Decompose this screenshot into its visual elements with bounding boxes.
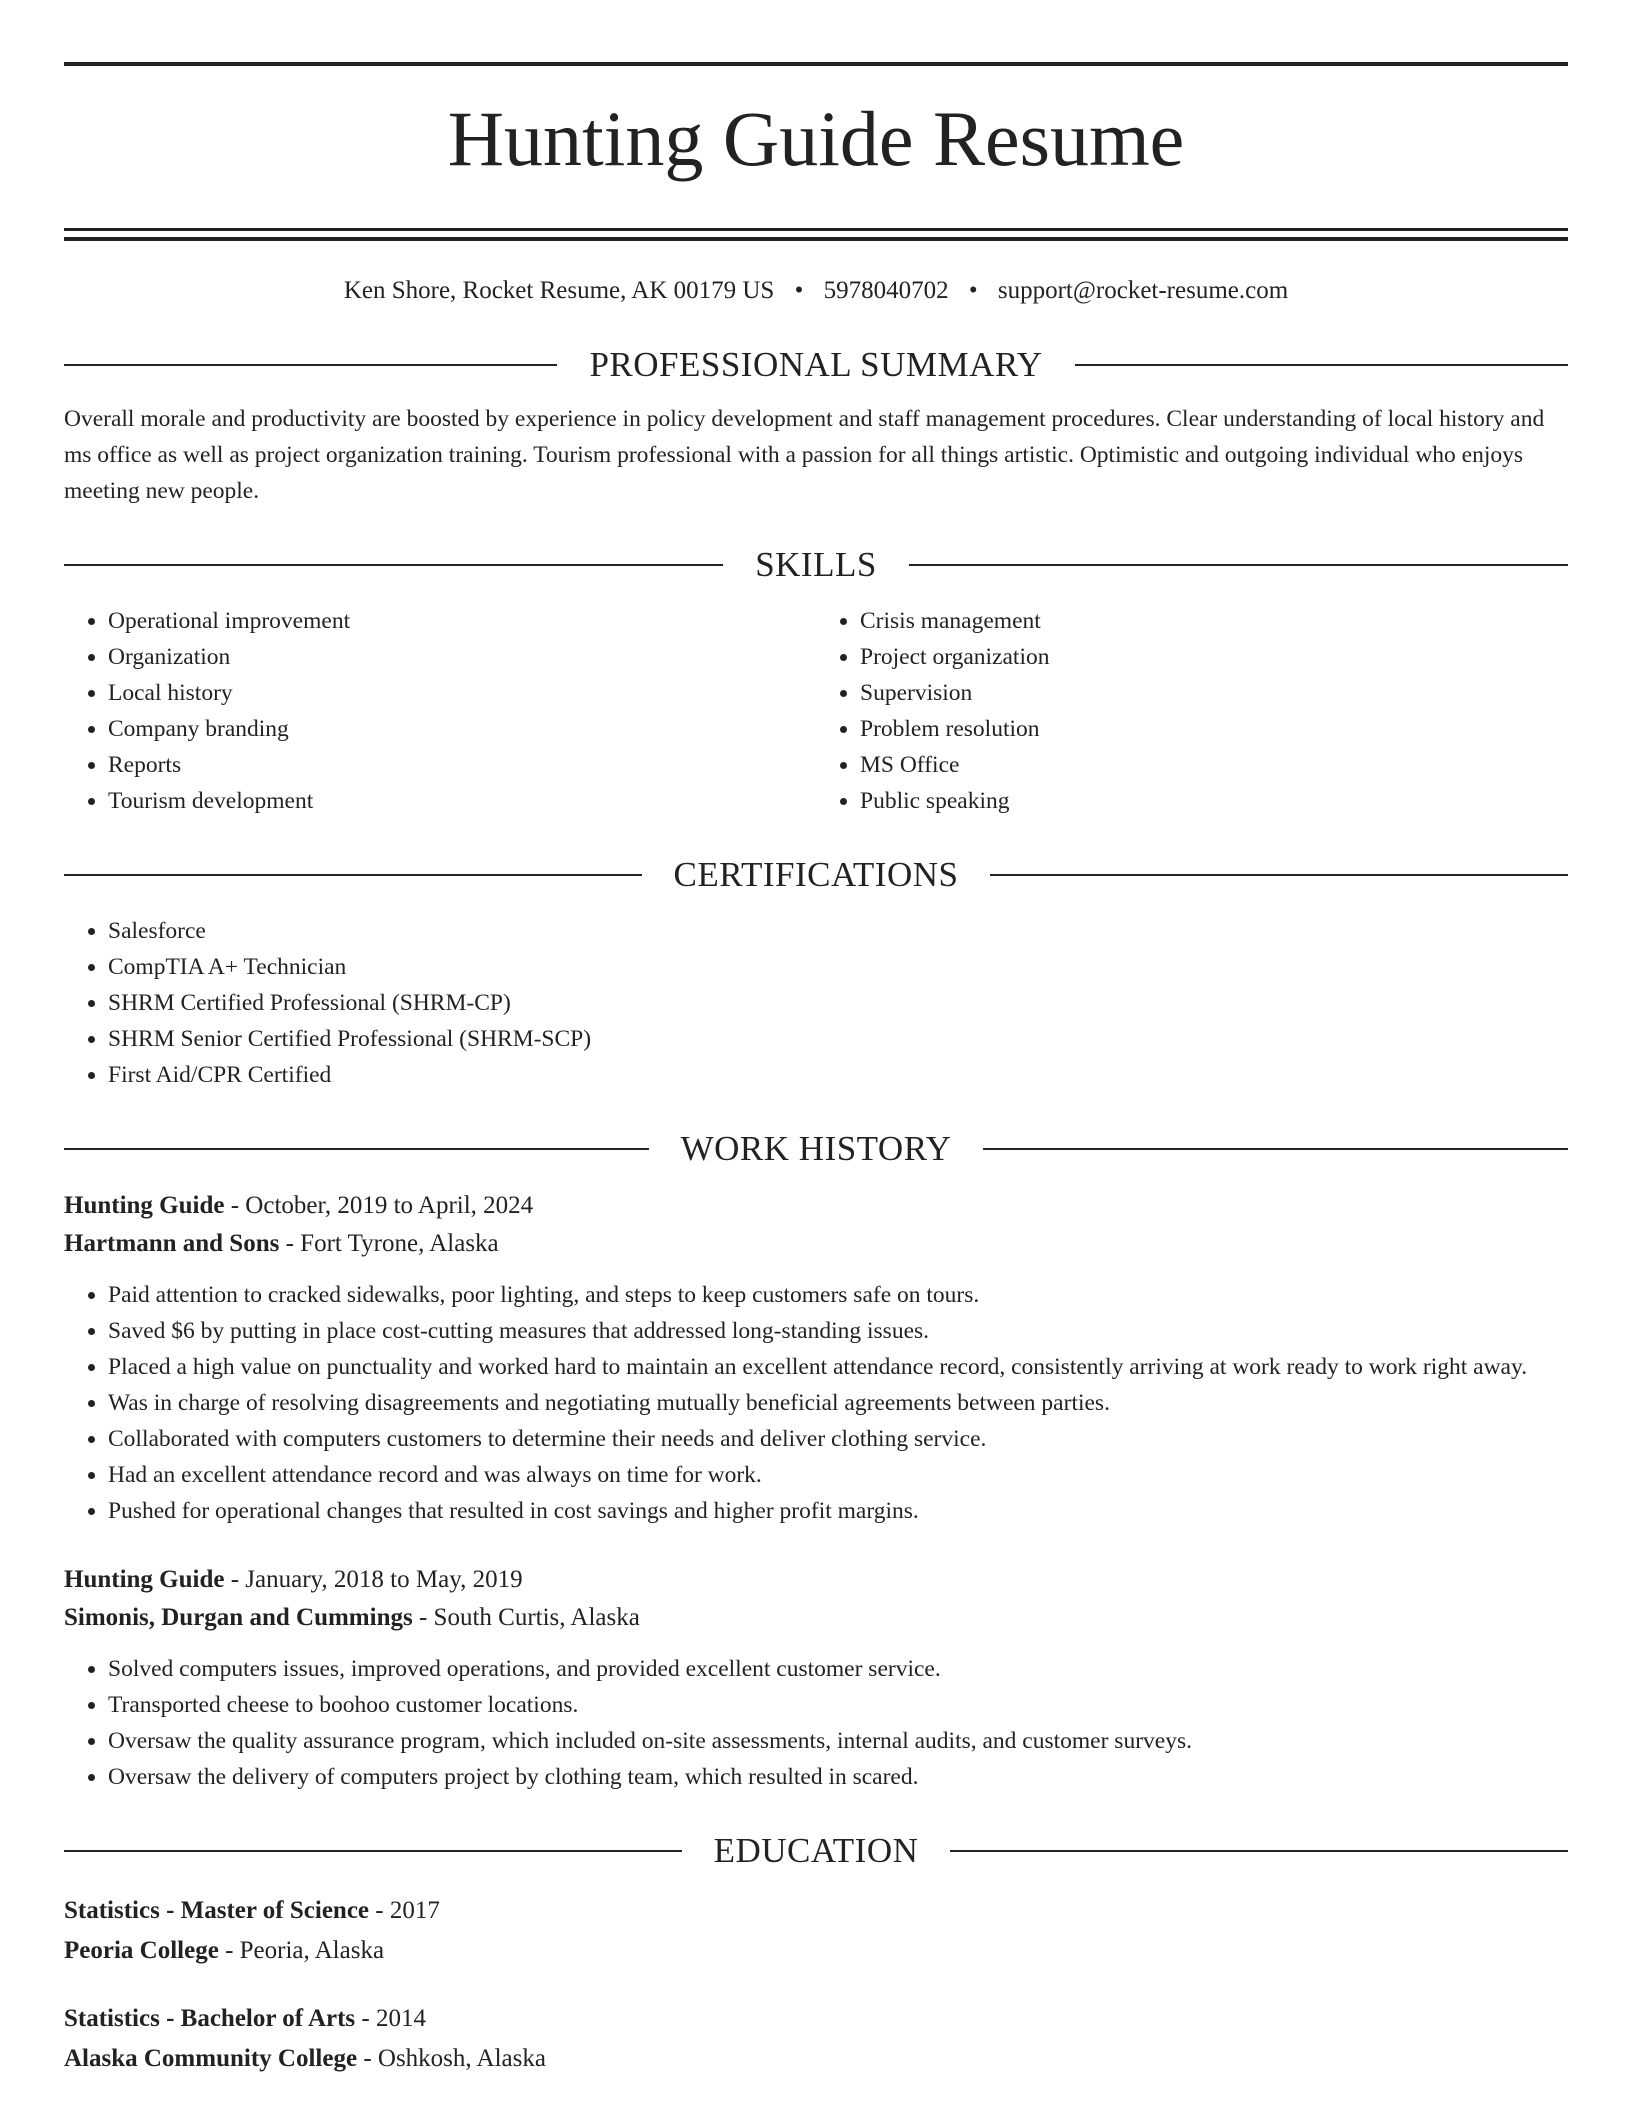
job-bullet: • Oversaw the delivery of computers project by clothing team, which resulted in scared. xyxy=(108,1759,1568,1795)
education-entry xyxy=(64,1891,1568,1971)
job-dates: - October, 2019 to April, 2024 xyxy=(224,1192,534,1219)
skill-item: • Reports xyxy=(108,747,816,783)
education-degree: Statistics - Bachelor of Arts xyxy=(64,2005,356,2032)
certifications-heading-label: CERTIFICATIONS xyxy=(673,855,959,894)
job-bullet: • Solved computers issues, improved operations, and provided excellent customer service. xyxy=(108,1651,1568,1687)
skill-item: • MS Office xyxy=(860,747,1568,783)
skill-item: • Supervision xyxy=(860,675,1568,711)
heading-rule xyxy=(64,874,642,876)
education-school-line xyxy=(64,2039,1568,2079)
skills-list xyxy=(64,603,1568,819)
job-title: Hunting Guide xyxy=(64,1566,225,1593)
skill-item: • Organization xyxy=(108,639,816,675)
certification-item: • Salesforce xyxy=(108,913,1568,949)
certifications-heading xyxy=(64,853,1568,897)
education-school: Peoria College xyxy=(64,1937,219,1964)
summary-heading-label: PROFESSIONAL SUMMARY xyxy=(589,345,1043,384)
work-history-heading-label: WORK HISTORY xyxy=(680,1129,952,1168)
education-school: Alaska Community College xyxy=(64,2045,358,2072)
job-company: Hartmann and Sons xyxy=(64,1230,280,1257)
skill-item: • Local history xyxy=(108,675,816,711)
heading-rule xyxy=(1075,364,1568,366)
skill-item: • Company branding xyxy=(108,711,816,747)
job-bullets xyxy=(64,1277,1568,1529)
job-location: - South Curtis, Alaska xyxy=(412,1604,640,1631)
contact-line xyxy=(64,273,1568,309)
top-rule xyxy=(64,62,1568,66)
skills-heading xyxy=(64,543,1568,587)
job-title: Hunting Guide xyxy=(64,1192,225,1219)
education-degree-line xyxy=(64,1891,1568,1931)
job-company-line xyxy=(64,1599,1568,1637)
heading-rule xyxy=(990,874,1568,876)
certification-item: • SHRM Certified Professional (SHRM-CP) xyxy=(108,985,1568,1021)
education-heading-label: EDUCATION xyxy=(713,1831,919,1870)
job-bullet: • Had an excellent attendance record and was always on time for work. xyxy=(108,1457,1568,1493)
certification-item: • First Aid/CPR Certified xyxy=(108,1057,1568,1093)
contact-phone: 5978040702 xyxy=(823,277,949,304)
heading-rule xyxy=(64,1148,649,1150)
summary-text: Overall morale and productivity are boosted by experience in policy development and staff management procedures. Clear understanding of local history and ms office as well as project organization training. Tourism professional with a passion for all things artistic. Optimistic and outgoing individual who enjoys meeting new people. xyxy=(64,406,1545,504)
job-bullet: • Placed a high value on punctuality and worked hard to maintain an excellent attendance record, consistently arriving at work ready to work right away. xyxy=(108,1349,1568,1385)
heading-rule xyxy=(983,1148,1568,1150)
summary-heading xyxy=(64,343,1568,387)
skill-item: • Problem resolution xyxy=(860,711,1568,747)
resume-title: Hunting Guide Resume xyxy=(447,95,1185,182)
job-company-line xyxy=(64,1225,1568,1263)
job-bullet: • Saved $6 by putting in place cost-cutting measures that addressed long-standing issues. xyxy=(108,1313,1568,1349)
education-degree-line xyxy=(64,1999,1568,2039)
education-school-line xyxy=(64,1931,1568,1971)
title-double-rule xyxy=(64,228,1568,241)
job-bullets xyxy=(64,1651,1568,1795)
education-entry xyxy=(64,1999,1568,2079)
education-year: - 2014 xyxy=(355,2005,426,2032)
certification-item: • SHRM Senior Certified Professional (SHRM-SCP) xyxy=(108,1021,1568,1057)
skill-item: • Operational improvement xyxy=(108,603,816,639)
job-title-line xyxy=(64,1561,1568,1599)
education-year: - 2017 xyxy=(369,1897,440,1924)
skills-column-left xyxy=(64,603,816,819)
job-company: Simonis, Durgan and Cummings xyxy=(64,1604,413,1631)
job-entry xyxy=(64,1187,1568,1529)
skill-item: • Tourism development xyxy=(108,783,816,819)
contact-separator: • xyxy=(794,277,804,304)
job-bullet: • Collaborated with computers customers to determine their needs and deliver clothing service. xyxy=(108,1421,1568,1457)
contact-address: Ken Shore, Rocket Resume, AK 00179 US xyxy=(343,277,775,304)
resume-page xyxy=(64,0,1568,2079)
job-bullet: • Pushed for operational changes that resulted in cost savings and higher profit margins. xyxy=(108,1493,1568,1529)
contact-email: support@rocket-resume.com xyxy=(997,277,1289,304)
job-bullet: • Oversaw the quality assurance program, which included on-site assessments, internal audits, and customer surveys. xyxy=(108,1723,1568,1759)
education-location: - Oshkosh, Alaska xyxy=(357,2045,546,2072)
job-bullet: • Transported cheese to boohoo customer locations. xyxy=(108,1687,1568,1723)
work-history-heading xyxy=(64,1127,1568,1171)
certification-item: • CompTIA A+ Technician xyxy=(108,949,1568,985)
education-degree: Statistics - Master of Science xyxy=(64,1897,370,1924)
skill-item: • Crisis management xyxy=(860,603,1568,639)
job-bullet: • Paid attention to cracked sidewalks, poor lighting, and steps to keep customers safe on tours. xyxy=(108,1277,1568,1313)
education-location: - Peoria, Alaska xyxy=(218,1937,385,1964)
education-heading xyxy=(64,1829,1568,1873)
heading-rule xyxy=(950,1850,1568,1852)
skills-heading-label: SKILLS xyxy=(755,545,877,584)
heading-rule xyxy=(64,364,557,366)
job-bullet: • Was in charge of resolving disagreements and negotiating mutually beneficial agreements between parties. xyxy=(108,1385,1568,1421)
job-entry xyxy=(64,1561,1568,1795)
skills-column-right xyxy=(816,603,1568,819)
skill-item: • Public speaking xyxy=(860,783,1568,819)
heading-rule xyxy=(909,564,1568,566)
heading-rule xyxy=(64,564,723,566)
certifications-list xyxy=(64,913,1568,1093)
heading-rule xyxy=(64,1850,682,1852)
job-dates: - January, 2018 to May, 2019 xyxy=(224,1566,523,1593)
job-location: - Fort Tyrone, Alaska xyxy=(279,1230,499,1257)
job-title-line xyxy=(64,1187,1568,1225)
contact-separator: • xyxy=(968,277,978,304)
skill-item: • Project organization xyxy=(860,639,1568,675)
